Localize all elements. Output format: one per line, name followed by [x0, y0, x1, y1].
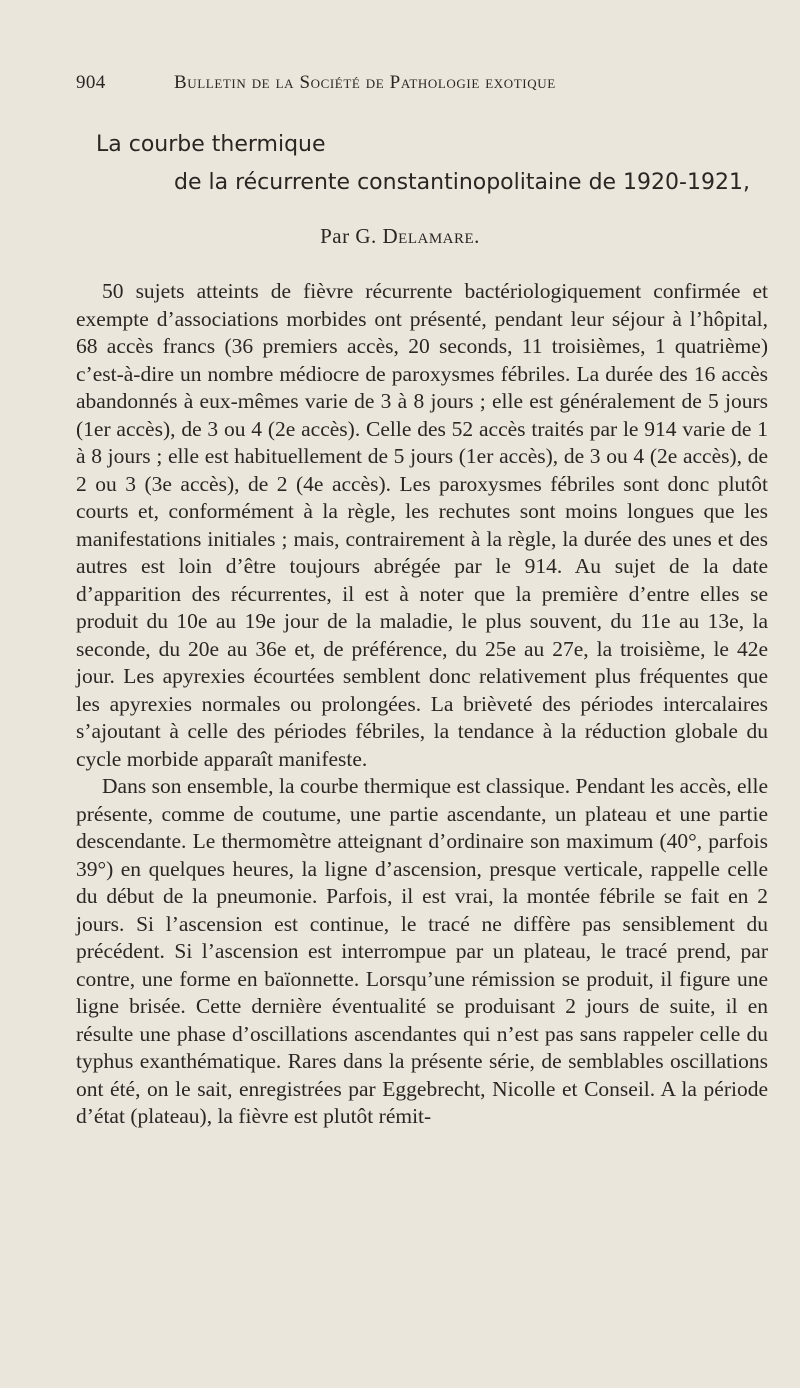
running-head [76, 72, 756, 100]
article-title-line-1: La courbe thermique [96, 132, 326, 157]
paragraph-1: 50 sujets atteints de fièvre récurrente bactériologiquement confirmée et exempte d’associations morbides ont présenté, pendant leur séjour à l’hôpital, 68 accès francs (36 premiers accès, 20 seconds, 11 troisièmes, 1 quatrième) c’est-à-dire un nombre médiocre de paroxysmes fébriles. La durée des 16 accès abandonnés à eux-mêmes varie de 3 à 8 jours ; elle est généralement de 5 jours (1er accès), de 3 ou 4 (2e accès). Celle des 52 accès traités par le 914 varie de 1 à 8 jours ; elle est habituellement de 5 jours (1er accès), de 3 ou 4 (2e accès), de 2 ou 3 (3e accès), de 2 (4e accès). Les paroxysmes fébriles sont donc plutôt courts et, conformément à la règle, les rechutes sont moins longues que les manifestations initiales ; mais, contrairement à la règle, la durée des unes et des autres est loin d’être toujours abrégée par le 914. Au sujet de la date d’apparition des récurrentes, il est à noter que la première d’entre elles se produit du 10e au 19e jour de la maladie, le plus souvent, du 11e au 13e, la seconde, du 20e au 36e et, de préférence, du 25e au 27e, la troisième, le 42e jour. Les apyrexies écourtées semblent donc relativement plus fréquentes que les apyrexies normales ou prolongées. La brièveté des périodes intercalaires s’ajoutant à celle des périodes fébriles, la tendance à la réduction globale du cycle morbide apparaît manifeste. [76, 279, 768, 771]
article-title [96, 126, 780, 202]
journal-title: Bulletin de la Société de Pathologie exotique [174, 72, 556, 93]
article-title-line-2: de la récurrente constantinopolitaine de 1920-1921, [174, 170, 750, 195]
page-number: 904 [76, 72, 106, 93]
byline-prefix: Par G. [320, 224, 377, 248]
body-text [76, 278, 768, 1131]
paragraph-2: Dans son ensemble, la courbe thermique est classique. Pendant les accès, elle présente, comme de coutume, une partie ascendante, un plateau et une partie descendante. Le thermomètre atteignant d’ordinaire son maximum (40°, parfois 39°) en quelques heures, la ligne d’ascension, presque verticale, rappelle celle du début de la pneumonie. Parfois, il est vrai, la montée fébrile se fait en 2 jours. Si l’ascension est continue, le tracé ne diffère pas sensiblement du précédent. Si l’ascension est interrompue par un plateau, le tracé prend, par contre, une forme en baïonnette. Lorsqu’une rémission se produit, il figure une ligne brisée. Cette dernière éventualité se produisant 2 jours de suite, il en résulte une phase d’oscillations ascendantes qui n’est pas sans rappeler celle du typhus exanthématique. Rares dans la présente série, de semblables oscillations ont été, on le sait, enregistrées par Eggebrecht, Nicolle et Conseil. A la période d’état (plateau), la fièvre est plutôt rémit- [76, 774, 768, 1128]
byline [0, 224, 800, 249]
byline-author: Delamare. [382, 224, 480, 248]
